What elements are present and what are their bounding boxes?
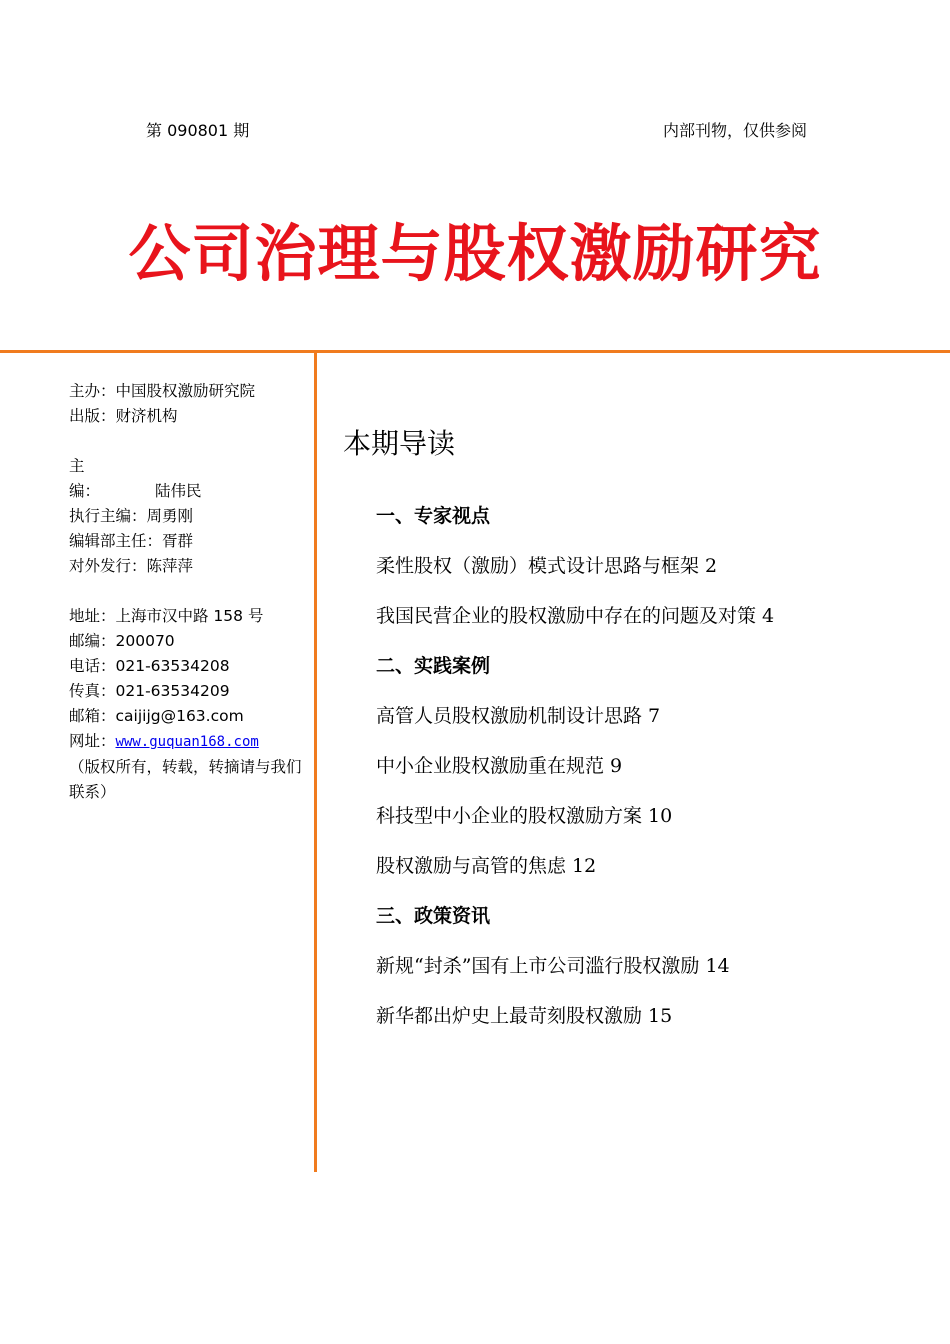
issue-number: 第 090801 期 — [146, 121, 250, 140]
toc-section: 三、政策资讯 — [376, 905, 491, 927]
publisher: 出版：财济机构 — [69, 407, 178, 425]
table-of-contents — [376, 500, 936, 1050]
toc-entry: 柔性股权（激励）模式设计思路与框架 2 — [376, 555, 718, 577]
chief-editor — [69, 454, 309, 504]
sponsor: 主办：中国股权激励研究院 — [69, 382, 256, 400]
postcode: 邮编：200070 — [69, 632, 175, 650]
fax: 传真：021-63534209 — [69, 682, 230, 700]
copyright-note: （版权所有，转载，转摘请与我们联系） — [69, 758, 302, 801]
toc-section: 一、专家视点 — [376, 505, 491, 527]
toc-entry: 新规“封杀”国有上市公司滥行股权激励 14 — [376, 955, 730, 977]
toc-entry: 中小企业股权激励重在规范 9 — [376, 755, 623, 777]
internal-notice: 内部刊物，仅供参阅 — [662, 121, 807, 140]
toc-entry: 高管人员股权激励机制设计思路 7 — [376, 705, 661, 727]
horizontal-divider — [0, 350, 950, 353]
masthead-info — [69, 379, 309, 805]
address: 地址：上海市汉中路 158 号 — [69, 607, 264, 625]
distribution: 对外发行：陈萍萍 — [69, 557, 194, 575]
toc-entry: 科技型中小企业的股权激励方案 10 — [376, 805, 673, 827]
email: 邮箱：caijijg@163.com — [69, 707, 244, 725]
chief-editor-name: 陆伟民 — [155, 482, 202, 500]
publication-title: 公司治理与股权激励研究 — [128, 217, 822, 290]
toc-heading: 本期导读 — [343, 427, 456, 460]
website — [69, 729, 309, 755]
toc-section: 二、实践案例 — [376, 655, 491, 677]
website-label: 网址： — [69, 732, 116, 750]
department-head: 编辑部主任：胥群 — [69, 532, 194, 550]
toc-entry: 我国民营企业的股权激励中存在的问题及对策 4 — [376, 605, 775, 627]
executive-editor: 执行主编：周勇刚 — [69, 507, 194, 525]
vertical-divider — [314, 350, 317, 1172]
toc-entry: 股权激励与高管的焦虑 12 — [376, 855, 597, 877]
chief-editor-label: 主编： — [69, 457, 101, 500]
website-link[interactable]: www.guquan168.com — [115, 734, 259, 750]
toc-entry: 新华都出炉史上最苛刻股权激励 15 — [376, 1005, 673, 1027]
phone: 电话：021-63534208 — [69, 657, 230, 675]
